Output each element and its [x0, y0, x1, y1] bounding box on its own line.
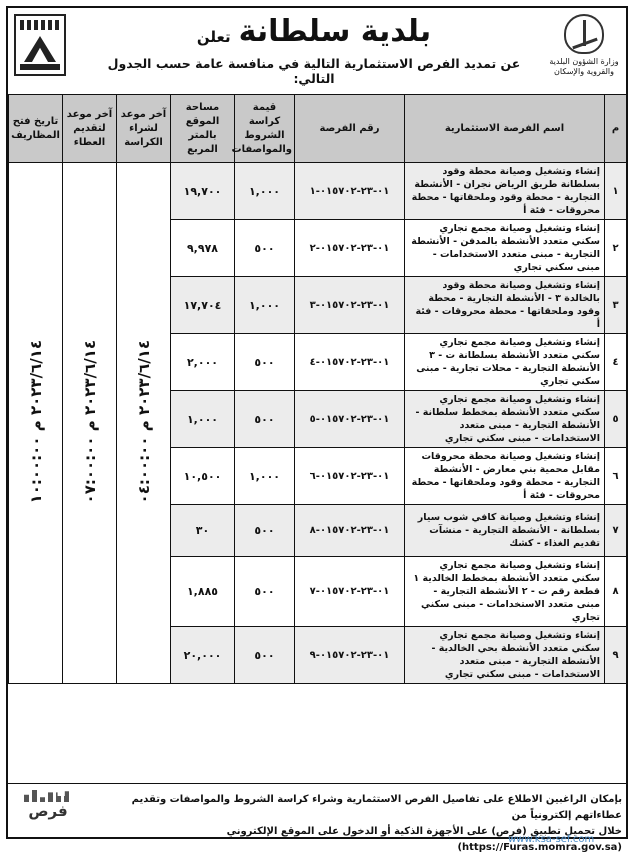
opportunity-code: ٠١-٢٣-٠١٥٧٠٢-٢	[295, 220, 405, 277]
col-header-price: قيمة كراسة الشروط والمواصفات	[235, 95, 295, 163]
opportunity-name: إنشاء وتشغيل وصيانة مجمع تجاري سكني متعدد الأنشطة بمخطط سلطانة - الأنشطة التجارية - مبنى متعدد الاستخدامات - مبنى سكني تجاري	[405, 391, 605, 448]
opportunity-code: ٠١-٢٣-٠١٥٧٠٢-١	[295, 163, 405, 220]
row-number: ٣	[605, 277, 627, 334]
site-area: ١٧,٧٠٤	[171, 277, 235, 334]
opportunity-code: ٠١-٢٣-٠١٥٧٠٢-٥	[295, 391, 405, 448]
footer-note	[92, 792, 622, 856]
submit-deadline-text: ٢٠٢٣/٦/١٤ م ٠٧:٠٠:٠٠	[80, 339, 99, 504]
site-area: ١٩,٧٠٠	[171, 163, 235, 220]
opportunity-name: إنشاء وتشغيل وصيانة مجمع تجاري سكني متعدد الأنشطة بحي الخالدية - الأنشطة التجارية - مبنى متعدد الاستخدامات - مبنى سكني تجاري	[405, 627, 605, 684]
col-header-m: م	[605, 95, 627, 163]
site-area: ١,٨٨٥	[171, 557, 235, 627]
opening-date-text: ٢٠٢٣/٦/١٤ م ١٠:٠٠:٠٠	[26, 339, 45, 504]
opportunity-name: إنشاء وتشغيل وصيانة محطة وقود بسلطانة طريق الرياض نجران - الأنشطة التجارية - محطة وقود وملحقاتها - محطة محروقات - فئة أ	[405, 163, 605, 220]
municipality-name: بلدية سلطانة	[238, 14, 432, 49]
opportunities-table	[8, 94, 627, 684]
col-header-area: مساحة الموقع بالمتر المربع	[171, 95, 235, 163]
row-number: ٦	[605, 448, 627, 505]
row-number: ٩	[605, 627, 627, 684]
opportunity-code: ٠١-٢٣-٠١٥٧٠٢-٦	[295, 448, 405, 505]
opportunity-name: إنشاء وتشغيل وصيانة مجمع تجاري سكني متعدد الأنشطة بسلطانة ت - ٣ الأنشطة التجارية - محلات تجارية - مبنى سكني تجاري	[405, 334, 605, 391]
site-area: ٩,٩٧٨	[171, 220, 235, 277]
submit-deadline	[63, 163, 117, 684]
col-header-buy: آخر موعد لشراء الكراسة	[117, 95, 171, 163]
opportunity-code: ٠١-٢٣-٠١٥٧٠٢-٣	[295, 277, 405, 334]
page-subtitle: عن تمديد الفرص الاستثمارية التالية في منافسة عامة حسب الجدول التالي:	[107, 56, 521, 86]
booklet-price: ٥٠٠	[235, 627, 295, 684]
ministry-name: وزارة الشؤون البلدية والقروية والإسكان	[549, 57, 619, 76]
announce-word: تعلن	[196, 28, 231, 46]
opportunity-name: إنشاء وتشغيل وصيانة محطة محروقات مقابل محمية بني معارض - الأنشطة التجارية - محطة وقود وملحقاتها - محطة محروقات - فئة أ	[405, 448, 605, 505]
table-row	[9, 163, 627, 220]
opportunity-name: إنشاء وتشغيل وصيانة محطة وقود بالخالدة ٣ - الأنشطة التجارية - محطة وقود وملحقاتها - محطة محروقات - فئة أ	[405, 277, 605, 334]
header	[8, 8, 626, 90]
row-number: ١	[605, 163, 627, 220]
furas-logo-icon	[16, 790, 80, 834]
municipality-logo-icon	[14, 14, 66, 76]
booklet-price: ١,٠٠٠	[235, 448, 295, 505]
booklet-price: ٥٠٠	[235, 557, 295, 627]
site-area: ٣٠	[171, 505, 235, 557]
opportunity-name: إنشاء وتشغيل وصيانة كافي شوب سيار بسلطانة - الأنشطة التجارية - منشآت تقديم الغذاء - كشك	[405, 505, 605, 557]
opportunity-code: ٠١-٢٣-٠١٥٧٠٢-٩	[295, 627, 405, 684]
row-number: ٨	[605, 557, 627, 627]
site-area: ١,٠٠٠	[171, 391, 235, 448]
buy-deadline	[117, 163, 171, 684]
col-header-code: رقم الفرصة	[295, 95, 405, 163]
row-number: ٧	[605, 505, 627, 557]
footer-line-2: خلال تحميل تطبيق (فرص) على الأجهزة الذكية أو الدخول على الموقع الإلكتروني (https://Furas.momra.gov.sa)	[226, 826, 622, 853]
site-area: ٢٠,٠٠٠	[171, 627, 235, 684]
site-area: ٢,٠٠٠	[171, 334, 235, 391]
booklet-price: ٥٠٠	[235, 220, 295, 277]
booklet-price: ١,٠٠٠	[235, 277, 295, 334]
table-header-row	[9, 95, 627, 163]
saudi-emblem-icon	[564, 14, 604, 54]
row-number: ٤	[605, 334, 627, 391]
furas-logo-word: فرص	[28, 802, 68, 820]
booklet-price: ١,٠٠٠	[235, 163, 295, 220]
booklet-price: ٥٠٠	[235, 505, 295, 557]
col-header-name: اسم الفرصة الاستثمارية	[405, 95, 605, 163]
title-block	[88, 12, 540, 86]
site-area: ١٠,٥٠٠	[171, 448, 235, 505]
opportunity-name: إنشاء وتشغيل وصيانة مجمع تجاري سكني متعدد الأنشطة بالمدفن - الأنشطة التجارية - مبنى متعدد الاستخدامات - مبنى سكني تجاري	[405, 220, 605, 277]
opportunity-code: ٠١-٢٣-٠١٥٧٠٢-٨	[295, 505, 405, 557]
opportunity-code: ٠١-٢٣-٠١٥٧٠٢-٤	[295, 334, 405, 391]
booklet-price: ٥٠٠	[235, 334, 295, 391]
row-number: ٢	[605, 220, 627, 277]
buy-deadline-text: ٢٠٢٣/٦/١٤ م ٠٤:٠٠:٠٠	[134, 339, 153, 504]
opportunity-code: ٠١-٢٣-٠١٥٧٠٢-٧	[295, 557, 405, 627]
envelope-opening-date	[9, 163, 63, 684]
ministry-logo	[548, 14, 620, 84]
col-header-open: تاريخ فتح المظاريف	[9, 95, 63, 163]
opportunity-name: إنشاء وتشغيل وصيانة مجمع تجاري سكني متعدد الأنشطة بمخطط الخالدية ١ قطعة رقم ت - ٢ الأنشطة التجارية - مبنى متعدد الاستخدامات - مبنى سكني تجاري	[405, 557, 605, 627]
footer-line-1: بإمكان الراغبين الاطلاع على تفاصيل الفرص الاستثمارية وشراء كراسة الشروط والمواصفات وتقديم عطاءاتهم إلكترونياً من	[131, 794, 622, 821]
site-watermark: www.ksa-sef.com	[508, 834, 595, 845]
col-header-submit: آخر موعد لتقديم العطاء	[63, 95, 117, 163]
row-number: ٥	[605, 391, 627, 448]
booklet-price: ٥٠٠	[235, 391, 295, 448]
